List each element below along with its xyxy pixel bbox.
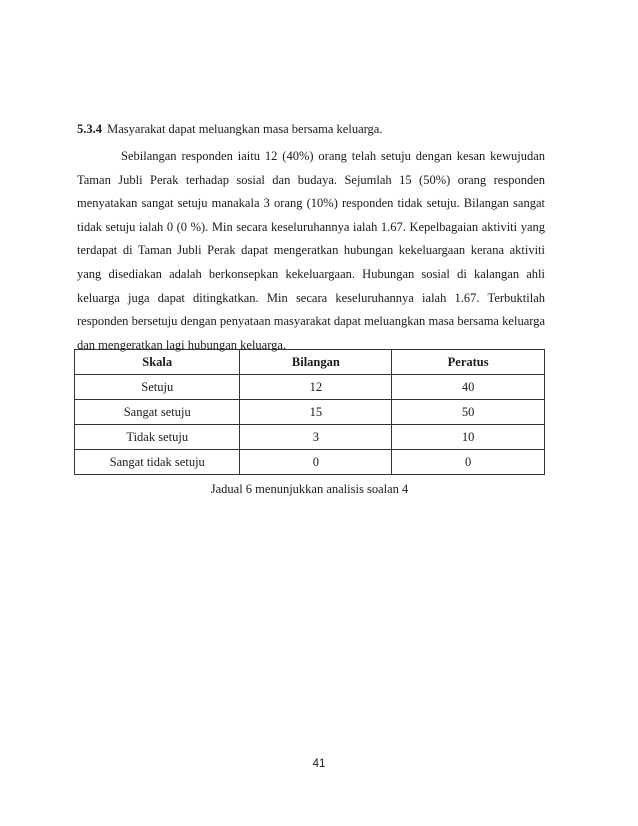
table-cell: 10 (392, 425, 545, 450)
table-cell: 3 (240, 425, 392, 450)
table-cell: 50 (392, 400, 545, 425)
table-cell: Setuju (75, 375, 240, 400)
table-row (75, 400, 545, 425)
table-row (75, 450, 545, 475)
table-cell: 12 (240, 375, 392, 400)
header-bilangan: Bilangan (240, 350, 392, 375)
table-header-row (75, 350, 545, 375)
section-heading (77, 122, 557, 137)
table-cell: Sangat setuju (75, 400, 240, 425)
table-row (75, 425, 545, 450)
table-cell: Sangat tidak setuju (75, 450, 240, 475)
table-caption: Jadual 6 menunjukkan analisis soalan 4 (210, 482, 409, 496)
paragraph-text: Sebilangan responden iaitu 12 (40%) orang telah setuju dengan kesan kewujudan Taman Jubli Perak terhadap sosial dan budaya. Sejumlah 15 (50%) orang responden menyatakan sangat setuju manakala 3 orang (10%) responden tidak setuju. Bilangan sangat tidak setuju ialah 0 (0 %). Min secara keseluruhannya ialah 1.67. Kepelbagaian aktiviti yang terdapat di Taman Jubli Perak dapat mengeratkan hubungan kekeluargaan kerana aktiviti yang disediakan adalah berkonsepkan kekeluargaan. Hubungan sosial di kalangan ahli keluarga juga dapat ditingkatkan. Min secara keseluruhannya ialah 1.67. Terbuktilah responden bersetuju dengan penyataan masyarakat dapat meluangkan masa bersama keluarga dan mengeratkan lagi hubungan keluarga. (77, 149, 545, 352)
section-number: 5.3.4 (77, 122, 102, 136)
table-row (75, 375, 545, 400)
table-cell: 40 (392, 375, 545, 400)
section-title: Masyarakat dapat meluangkan masa bersama keluarga. (107, 122, 383, 136)
table-cell: 0 (240, 450, 392, 475)
table-cell: 15 (240, 400, 392, 425)
results-table (74, 349, 545, 475)
body-paragraph (77, 145, 545, 357)
table-cell: Tidak setuju (75, 425, 240, 450)
table-cell: 0 (392, 450, 545, 475)
page-number: 41 (312, 758, 326, 770)
header-skala: Skala (75, 350, 240, 375)
header-peratus: Peratus (392, 350, 545, 375)
